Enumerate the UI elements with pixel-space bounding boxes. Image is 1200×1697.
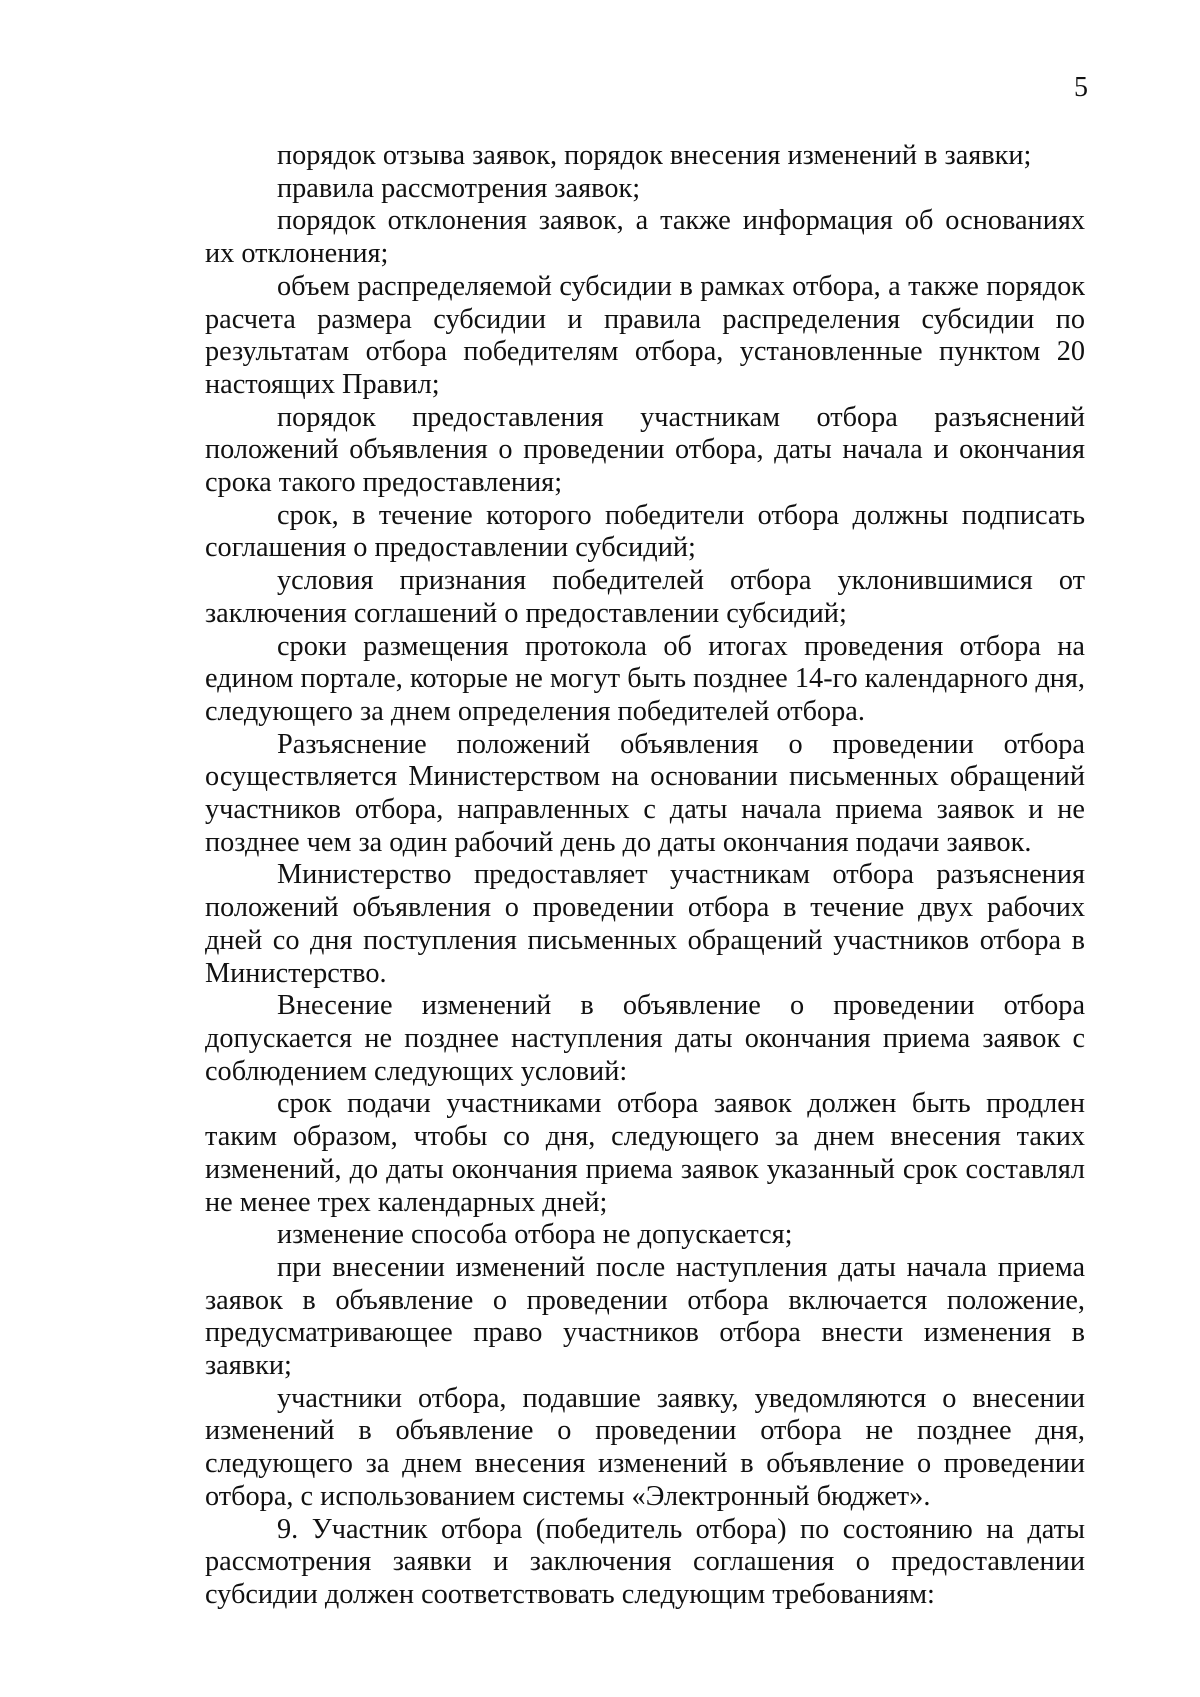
document-body xyxy=(205,140,1085,1612)
paragraph-participant-notice: участники отбора, подавшие заявку, уведомляются о внесении изменений в объявление о проведении отбора не позднее дня, следующего за днем внесения изменений в объявление о проведении отбора, с использованием системы «Электронный бюджет». xyxy=(205,1382,1085,1512)
paragraph-ministry-clarifies: Министерство предоставляет участникам отбора разъяснения положений объявления о проведении отбора в течение двух рабочих дней со дня поступления письменных обращений участников отбора в Министерство. xyxy=(205,859,1085,989)
paragraph-subsidy-volume: объем распределяемой субсидии в рамках отбора, а также порядок расчета размера субсидии и правила распределения субсидии по результатам отбора победителям отбора, установленные пунктом 20 настоящих Правил; xyxy=(205,270,1085,400)
paragraph-requirements: 9. Участник отбора (победитель отбора) по состоянию на даты рассмотрения заявки и заключения соглашения о предоставлении субсидии должен соответствовать следующим требованиям: xyxy=(205,1513,1085,1610)
paragraph-clarification-order: порядок предоставления участникам отбора разъяснений положений объявления о проведении отбора, даты начала и окончания срока такого предоставления; xyxy=(205,401,1085,499)
paragraph-withdrawal-order: порядок отзыва заявок, порядок внесения изменений в заявки; xyxy=(277,140,1032,171)
page-number: 5 xyxy=(1074,72,1088,103)
paragraph-amendments-allowed: Внесение изменений в объявление о проведении отбора допускается не позднее наступления даты окончания приема заявок с соблюдением следующих условий: xyxy=(205,990,1085,1087)
paragraph-amend-applications: при внесении изменений после наступления даты начала приема заявок в объявление о проведении отбора включается положение, предусматривающее право участников отбора внести изменения в заявки; xyxy=(205,1251,1085,1382)
paragraph-protocol-terms: сроки размещения протокола об итогах проведения отбора на едином портале, которые не могут быть позднее 14-го календарного дня, следующего за днем определения победителей отбора. xyxy=(205,630,1085,727)
paragraph-rejection-order: порядок отклонения заявок, а также информация об основаниях их отклонения; xyxy=(205,205,1085,270)
paragraph-signing-term: срок, в течение которого победители отбора должны подписать соглашения о предоставлении субсидий; xyxy=(205,499,1085,564)
paragraph-deadline-extension: срок подачи участниками отбора заявок должен быть продлен таким образом, чтобы со дня, следующего за днем внесения таких изменений, до даты окончания приема заявок указанный срок составлял не менее трех календарных дней; xyxy=(205,1088,1085,1218)
paragraph-clarification-ministry: Разъяснение положений объявления о проведении отбора осуществляется Министерством на основании письменных обращений участников отбора, направленных с даты начала приема заявок и не позднее чем за один рабочий день до даты окончания подачи заявок. xyxy=(205,728,1085,858)
paragraph-method-unchanged: изменение способа отбора не допускается; xyxy=(277,1219,793,1251)
paragraph-review-rules: правила рассмотрения заявок; xyxy=(277,172,641,204)
paragraph-evasion-conditions: условия признания победителей отбора уклонившимися от заключения соглашений о предоставлении субсидий; xyxy=(205,565,1085,629)
